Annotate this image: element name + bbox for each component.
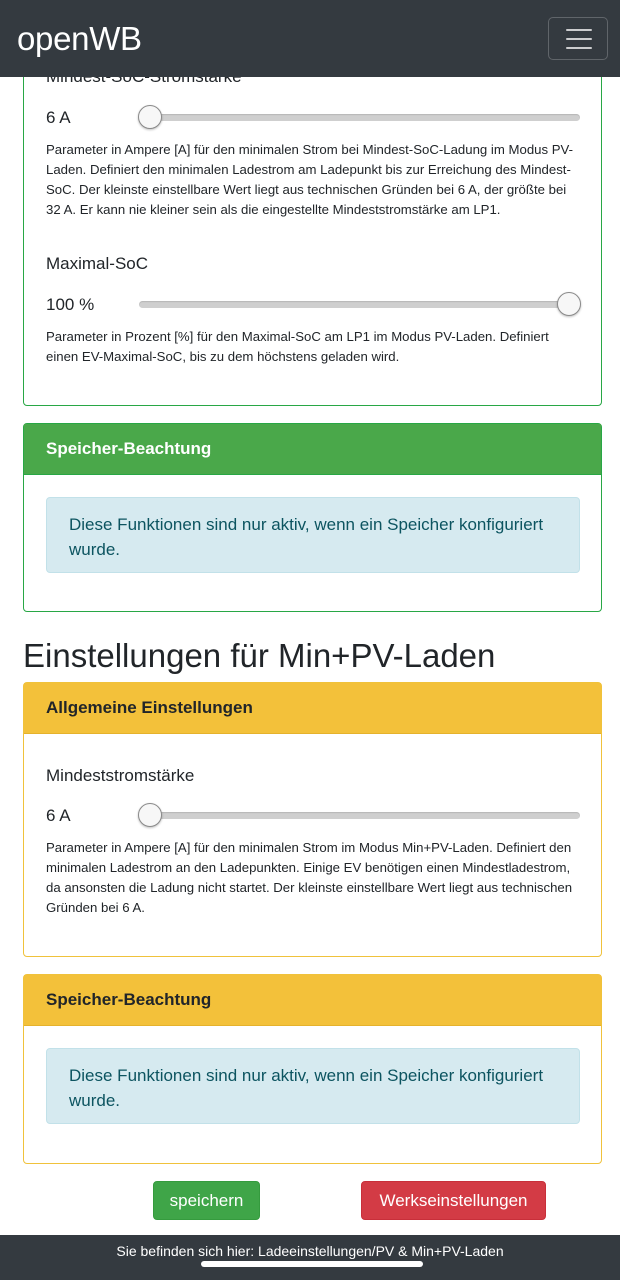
slider-thumb[interactable] xyxy=(138,105,162,129)
pv-storage-header: Speicher-Beachtung xyxy=(24,424,601,475)
max-soc-slider[interactable] xyxy=(139,301,580,308)
min-soc-current-value: 6 A xyxy=(46,108,71,127)
minpv-section-title: Einstellungen für Min+PV-Laden xyxy=(23,637,496,674)
navbar xyxy=(0,0,620,77)
save-button[interactable]: speichern xyxy=(153,1181,260,1220)
footer-breadcrumb xyxy=(0,1235,620,1280)
minpv-storage-card xyxy=(23,974,602,1164)
minpv-storage-info-alert: Diese Funktionen sind nur aktiv, wenn ein Speicher konfiguriert wurde. xyxy=(46,1048,580,1124)
home-indicator xyxy=(201,1261,423,1267)
minpv-general-card xyxy=(23,682,602,957)
min-current-label: Mindeststromstärke xyxy=(46,766,195,785)
min-soc-current-help: Parameter in Ampere [A] für den minimalen Strom bei Mindest-SoC-Ladung im Modus PV-Laden. Definiert den minimalen Ladestrom am Ladepunkt bis zur Erreichung des Mindest-SoC. Der kleinste einstellbare Wert liegt aus technischen Gründen bei 6 A, der größte bei 32 A. Er kann nie kleiner sein als die eingestellte Mindeststromstärke am LP1. xyxy=(46,142,573,217)
min-current-slider[interactable] xyxy=(139,812,580,819)
slider-thumb[interactable] xyxy=(138,803,162,827)
max-soc-value: 100 % xyxy=(46,295,95,314)
min-current-value: 6 A xyxy=(46,806,71,825)
slider-thumb[interactable] xyxy=(557,292,581,316)
min-soc-current-slider[interactable] xyxy=(139,114,580,121)
brand-logo[interactable]: openWB xyxy=(17,20,142,57)
minpv-storage-header: Speicher-Beachtung xyxy=(24,975,601,1026)
hamburger-icon[interactable] xyxy=(548,17,608,60)
pv-storage-info-alert: Diese Funktionen sind nur aktiv, wenn ein Speicher konfiguriert wurde. xyxy=(46,497,580,573)
max-soc-help: Parameter in Prozent [%] für den Maximal-SoC am LP1 im Modus PV-Laden. Definiert einen EV-Maximal-SoC, bis zu dem höchstens geladen wird. xyxy=(46,329,549,364)
breadcrumb-text: Sie befinden sich hier: Ladeeinstellungen/PV & Min+PV-Laden xyxy=(116,1243,504,1259)
max-soc-label: Maximal-SoC xyxy=(46,254,149,273)
min-current-help: Parameter in Ampere [A] für den minimalen Strom im Modus Min+PV-Laden. Definiert den minimalen Ladestrom an den Ladepunkten. Einige EV benötigen einen Mindestladestrom, da ansonsten die Ladung nicht startet. Der kleinste einstellbare Wert liegt aus technischen Gründen bei 6 A. xyxy=(46,840,573,915)
factory-reset-button[interactable]: Werkseinstellungen xyxy=(361,1181,546,1220)
pv-storage-card xyxy=(23,423,602,612)
minpv-general-header: Allgemeine Einstellungen xyxy=(24,683,601,734)
pv-settings-card xyxy=(23,30,602,406)
